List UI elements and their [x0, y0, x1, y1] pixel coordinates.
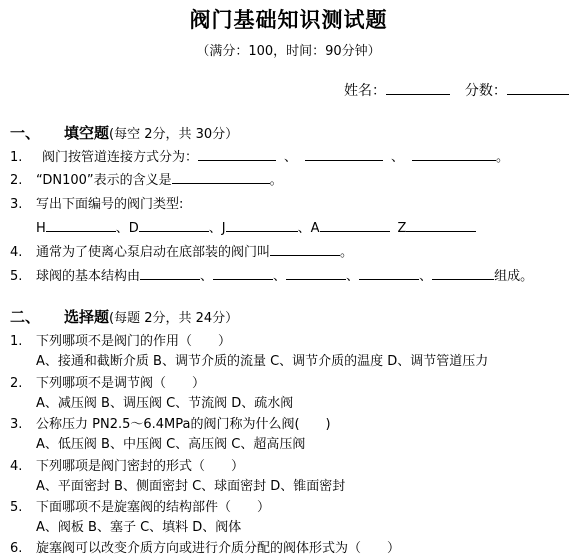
- blank[interactable]: [46, 218, 116, 232]
- fill-question-5: 5. 球阀的基本结构由 、 、 、 、 组成。: [10, 265, 533, 284]
- section2-title: 选择题: [64, 308, 110, 326]
- choice-question-3-options: A、低压阀 B、中压阀 C、高压阀 C、超高压阀: [36, 437, 306, 452]
- page-title: 阀门基础知识测试题: [189, 8, 388, 32]
- blank[interactable]: [140, 266, 200, 280]
- fill-question-2: 2. “DN100”表示的含义是 。: [10, 169, 283, 188]
- score-blank[interactable]: [507, 81, 569, 95]
- blank[interactable]: [198, 147, 276, 161]
- fill-question-3: 3. 写出下面编号的阀门类型:: [10, 197, 184, 212]
- blank[interactable]: [412, 147, 496, 161]
- choice-question-5: 5. 下面哪项不是旋塞阀的结构部件（ ）: [10, 500, 271, 515]
- fill-question-1: 1. 阀门按管道连接方式分为： 、 、 。: [10, 146, 509, 165]
- name-blank[interactable]: [386, 81, 450, 95]
- blank[interactable]: [406, 218, 476, 232]
- section1-number: 一、: [10, 124, 41, 142]
- section1-heading: [10, 122, 238, 143]
- choice-question-1-options: A、接通和截断介质 B、调节介质的流量 C、调节介质的温度 D、调节管道压力: [36, 354, 489, 369]
- choice-question-4: 4. 下列哪项是阀门密封的形式（ ）: [10, 459, 245, 474]
- choice-question-2-options: A、减压阀 B、调压阀 C、节流阀 D、疏水阀: [36, 396, 294, 411]
- choice-question-2: 2. 下列哪项不是调节阀（ ）: [10, 376, 206, 391]
- fill-question-4: 4. 通常为了使离心泵启动在底部装的阀门叫 。: [10, 241, 353, 260]
- section2-note: (每题 2分，共 24分）: [109, 311, 239, 326]
- page-subtitle: （满分：100，时间：90分钟）: [196, 44, 381, 59]
- choice-question-4-options: A、平面密封 B、侧面密封 C、球面密封 D、锥面密封: [36, 479, 346, 494]
- section1-note: (每空 2分，共 30分）: [109, 127, 239, 142]
- section2-number: 二、: [10, 308, 41, 326]
- section1-title: 填空题: [64, 124, 110, 142]
- choice-question-6: 6. 旋塞阀可以改变介质方向或进行介质分配的阀体形式为（ ）: [10, 541, 401, 556]
- section2-heading: [10, 306, 238, 327]
- blank[interactable]: [226, 218, 298, 232]
- name-label: 姓名：: [344, 83, 386, 99]
- blank[interactable]: [286, 266, 346, 280]
- blank[interactable]: [359, 266, 419, 280]
- blank[interactable]: [139, 218, 209, 232]
- blank[interactable]: [305, 147, 383, 161]
- blank[interactable]: [320, 218, 390, 232]
- choice-question-3: 3. 公称压力 PN2.5～6.4MPa的阀门称为什么阀( ): [10, 417, 331, 432]
- blank[interactable]: [432, 266, 494, 280]
- score-label: 分数：: [464, 83, 507, 99]
- choice-question-1: 1. 下列哪项不是阀门的作用（ ）: [10, 334, 232, 349]
- blank[interactable]: [172, 170, 270, 184]
- blank[interactable]: [270, 242, 340, 256]
- choice-question-5-options: A、阀板 B、塞子 C、填料 D、阀体: [36, 520, 242, 535]
- fill-question-3-codes: H 、D 、J 、A Z: [10, 217, 476, 236]
- blank[interactable]: [213, 266, 273, 280]
- name-score-row: [344, 80, 569, 100]
